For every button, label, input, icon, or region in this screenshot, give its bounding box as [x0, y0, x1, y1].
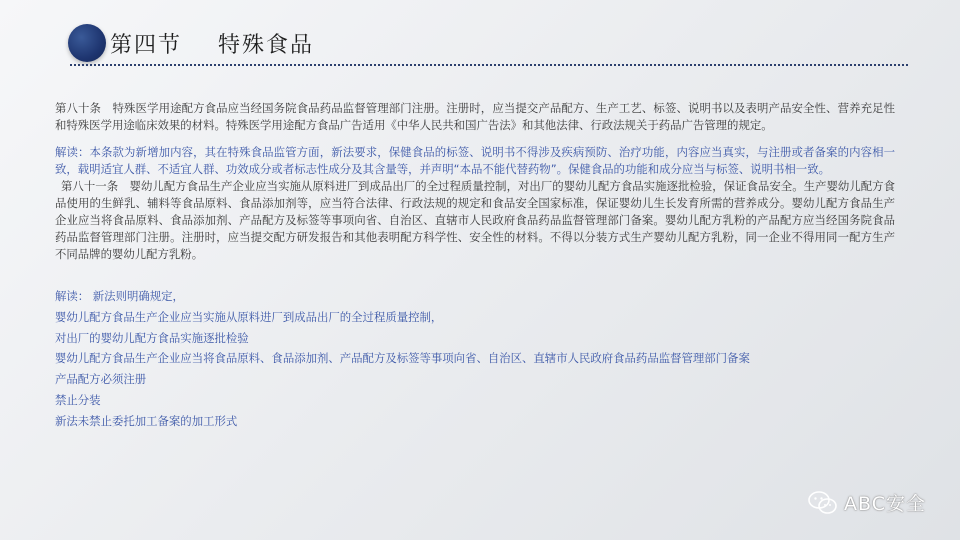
article-80-paragraph: 第八十条 特殊医学用途配方食品应当经国务院食品药品监督管理部门注册。注册时，应当提交产品配方、生产工艺、标签、说明书以及表明产品安全性、营养充足性和特殊医学用途临床效果的材料。特殊医学用途配方食品广告适用《中华人民共和国广告法》和其他法律、行政法规关于药品广告管理的规定。 — [55, 101, 895, 132]
interpretation-list — [55, 286, 895, 432]
list-item: 对出厂的婴幼儿配方食品实施逐批检验 — [55, 330, 249, 345]
list-item: 新法未禁止委托加工备案的加工形式 — [55, 413, 238, 428]
article-81-paragraph: 第八十一条 婴幼儿配方食品生产企业应当实施从原料进厂到成品出厂的全过程质量控制，对出厂的婴幼儿配方食品实施逐批检验，保证食品安全。生产婴幼儿配方食品使用的生鲜乳、辅料等食品原料、食品添加剂等，应当符合法律、行政法规的规定和食品安全国家标准，保证婴幼儿生长发育所需的营养成分。婴幼儿配方食品生产企业应当将食品原料、食品添加剂、产品配方及标签等事项向省、自治区、直辖市人民政府食品药品监督管理部门备案。婴幼儿配方乳粉的产品配方应当经国务院食品药品监督管理部门注册。注册时，应当提交配方研发报告和其他表明配方科学性、安全性的材料。不得以分装方式生产婴幼儿配方乳粉，同一企业不得用同一配方生产不同品牌的婴幼儿配方乳粉。 — [55, 179, 895, 261]
list-item: 婴幼儿配方食品生产企业应当将食品原料、食品添加剂、产品配方及标签等事项向省、自治区、直辖市人民政府食品药品监督管理部门备案 — [55, 351, 750, 366]
watermark-text: ABC安全 — [844, 493, 926, 515]
list-item: 解读： 新法则明确规定， — [55, 289, 184, 303]
watermark — [808, 489, 926, 516]
wechat-icon — [808, 490, 838, 516]
list-item: 产品配方必须注册 — [55, 372, 147, 387]
list-item: 禁止分装 — [55, 392, 101, 407]
title-bullet-icon — [68, 24, 106, 62]
interpretation-paragraph: 解读：本条款为新增加内容，其在特殊食品监管方面，新法要求，保健食品的标签、说明书不得涉及疾病预防、治疗功能，内容应当真实，与注册或者备案的内容相一致，载明适宜人群、不适宜人群、功效成分或者标志性成分及其含量等，并声明“本品不能代替药物”。保健食品的功能和成分应当与标签、说明书相一致。 — [55, 145, 895, 176]
list-item: 婴幼儿配方食品生产企业应当实施从原料进厂到成品出厂的全过程质量控制， — [55, 309, 443, 324]
title-divider — [70, 64, 908, 66]
page-title: 第四节 特殊食品 — [110, 33, 314, 58]
content-area — [55, 100, 895, 432]
